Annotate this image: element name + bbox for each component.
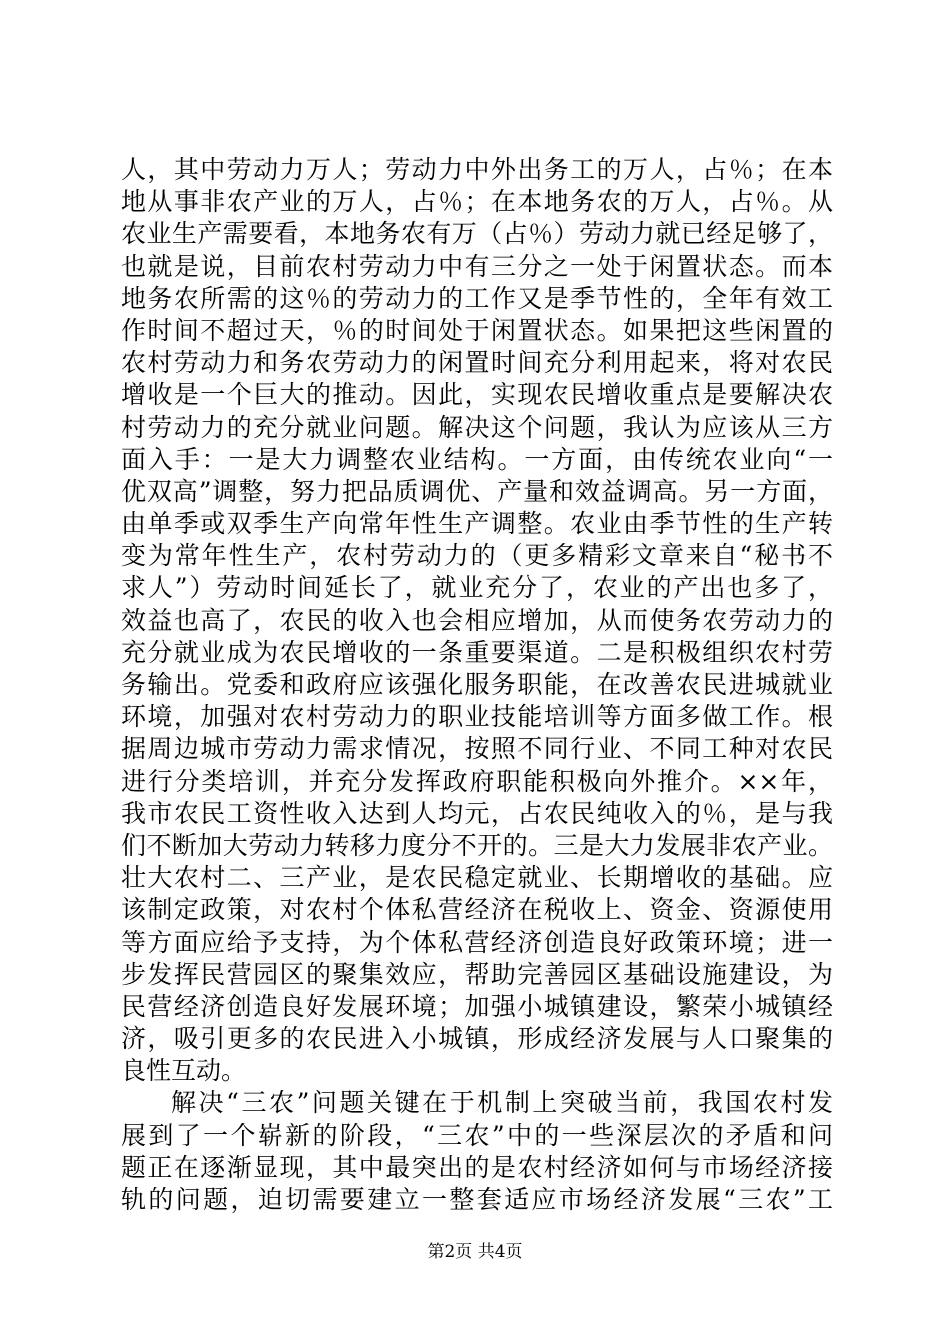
text-line: 村劳动力的充分就业问题。解决这个问题，我认为应该从三方 (121, 412, 833, 442)
text-line: 民营经济创造良好发展环境；加强小城镇建设，繁荣小城镇经 (121, 991, 833, 1021)
text-line: 壮大农村二、三产业，是农民稳定就业、长期增收的基础。应 (121, 863, 833, 893)
text-line: 充分就业成为农民增收的一条重要渠道。二是积极组织农村劳 (121, 637, 833, 667)
body-text (121, 154, 833, 1216)
text-line: 人，其中劳动力万人；劳动力中外出务工的万人，占％；在本 (121, 155, 833, 184)
text-line: 轨的问题，迫切需要建立一整套适应市场经济发展“三农”工 (121, 1185, 833, 1214)
text-line: 济，吸引更多的农民进入小城镇，形成经济发展与人口聚集的 (121, 1024, 833, 1054)
text-line: 等方面应给予支持，为个体私营经济创造良好政策环境；进一 (121, 927, 833, 957)
text-line: 面入手：一是大力调整农业结构。一方面，由传统农业向“一 (121, 444, 833, 474)
text-line: 良性互动。 (121, 1056, 247, 1086)
paragraph-2 (121, 1087, 833, 1216)
text-line: 增收是一个巨大的推动。因此，实现农民增收重点是要解决农 (121, 380, 833, 410)
text-line: 进行分类培训，并充分发挥政府职能积极向外推介。××年， (121, 766, 833, 796)
text-line: 效益也高了，农民的收入也会相应增加，从而使务农劳动力的 (121, 605, 833, 635)
text-line: 地务农所需的这％的劳动力的工作又是季节性的，全年有效工 (121, 283, 833, 313)
text-line: 务输出。党委和政府应该强化服务职能，在改善农民进城就业 (121, 670, 833, 699)
text-line: 优双高”调整，努力把品质调优、产量和效益调高。另一方面， (121, 476, 833, 506)
text-line: 环境，加强对农村劳动力的职业技能培训等方面多做工作。根 (121, 702, 833, 732)
text-line: 作时间不超过天，％的时间处于闲置状态。如果把这些闲置的 (121, 315, 833, 345)
text-line: 展到了一个崭新的阶段，“三农”中的一些深层次的矛盾和问 (121, 1120, 833, 1150)
text-line: 们不断加大劳动力转移力度分不开的。三是大力发展非农产业。 (121, 830, 833, 860)
text-line: 题正在逐渐显现，其中最突出的是农村经济如何与市场经济接 (121, 1152, 833, 1182)
text-line: 解决“三农”问题关键在于机制上突破当前，我国农村发 (171, 1088, 833, 1118)
text-line: 该制定政策，对农村个体私营经济在税收上、资金、资源使用 (121, 895, 833, 925)
text-line: 农村劳动力和务农劳动力的闲置时间充分利用起来，将对农民 (121, 348, 833, 378)
text-line: 求人”）劳动时间延长了，就业充分了，农业的产出也多了， (121, 573, 833, 603)
text-line: 也就是说，目前农村劳动力中有三分之一处于闲置状态。而本 (121, 251, 833, 281)
text-line: 由单季或双季生产向常年性生产调整。农业由季节性的生产转 (121, 509, 833, 539)
text-line: 变为常年性生产，农村劳动力的（更多精彩文章来自“秘书不 (121, 541, 833, 571)
paragraph-1 (121, 154, 833, 1087)
text-line: 据周边城市劳动力需求情况，按照不同行业、不同工种对农民 (121, 734, 833, 764)
page-number-footer: 第2页 共4页 (427, 1242, 523, 1262)
text-line: 我市农民工资性收入达到人均元，占农民纯收入的％，是与我 (121, 798, 833, 828)
text-line: 农业生产需要看，本地务农有万（占％）劳动力就已经足够了， (121, 219, 833, 249)
text-line: 地从事非农产业的万人，占％；在本地务农的万人，占％。从 (121, 187, 833, 217)
text-line: 步发挥民营园区的聚集效应，帮助完善园区基础设施建设，为 (121, 959, 833, 989)
